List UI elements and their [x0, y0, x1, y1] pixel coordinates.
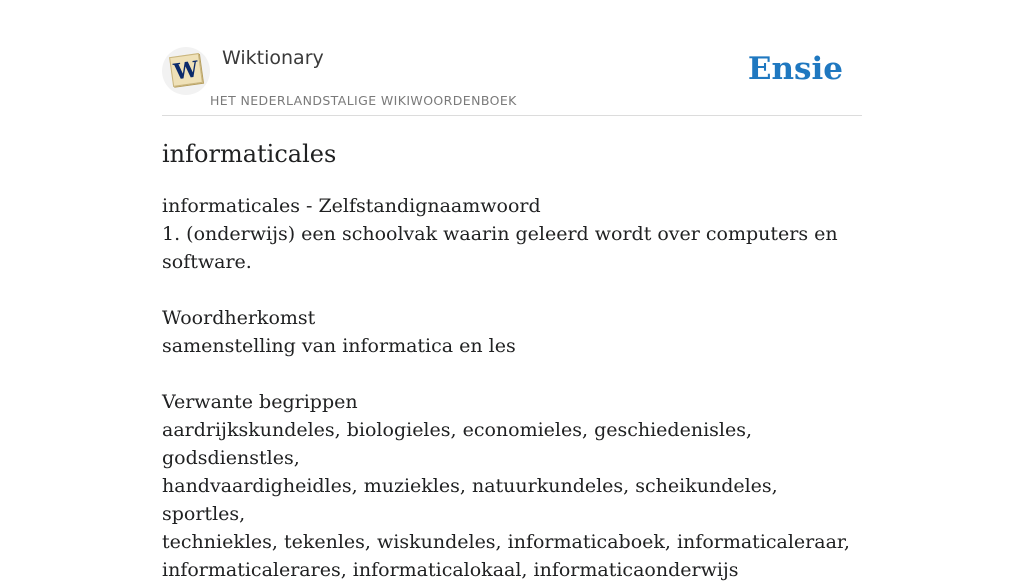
site-name[interactable]: Wiktionary	[222, 47, 324, 69]
logo-tile	[169, 53, 203, 87]
spacer	[162, 360, 862, 388]
etymology-heading: Woordherkomst	[162, 307, 316, 329]
page-title: informaticales	[162, 140, 337, 168]
wiktionary-logo-icon[interactable]	[162, 47, 210, 95]
etymology-text: samenstelling van informatica en les	[162, 335, 516, 357]
entry-headline: informaticales - Zelfstandignaamwoord	[162, 195, 541, 217]
ensie-brand-logo[interactable]: Ensie	[747, 51, 843, 87]
site-header	[162, 0, 862, 116]
spacer	[162, 276, 862, 304]
related-heading: Verwante begrippen	[162, 391, 358, 413]
related-line: informaticalerares, informaticalokaal, informaticaonderwijs	[162, 559, 739, 581]
entry-definition: 1. (onderwijs) een schoolvak waarin geleerd wordt over computers en software.	[162, 223, 838, 273]
related-line: techniekles, tekenles, wiskundeles, informaticaboek, informaticaleraar,	[162, 531, 850, 553]
logo-letter: W	[172, 56, 201, 86]
entry-content	[162, 192, 862, 584]
related-line: aardrijkskundeles, biologieles, economieles, geschiedenisles, godsdienstles,	[162, 419, 753, 469]
related-line: handvaardigheidles, muziekles, natuurkundeles, scheikundeles, sportles,	[162, 475, 778, 525]
site-tagline: HET NEDERLANDSTALIGE WIKIWOORDENBOEK	[210, 93, 517, 108]
